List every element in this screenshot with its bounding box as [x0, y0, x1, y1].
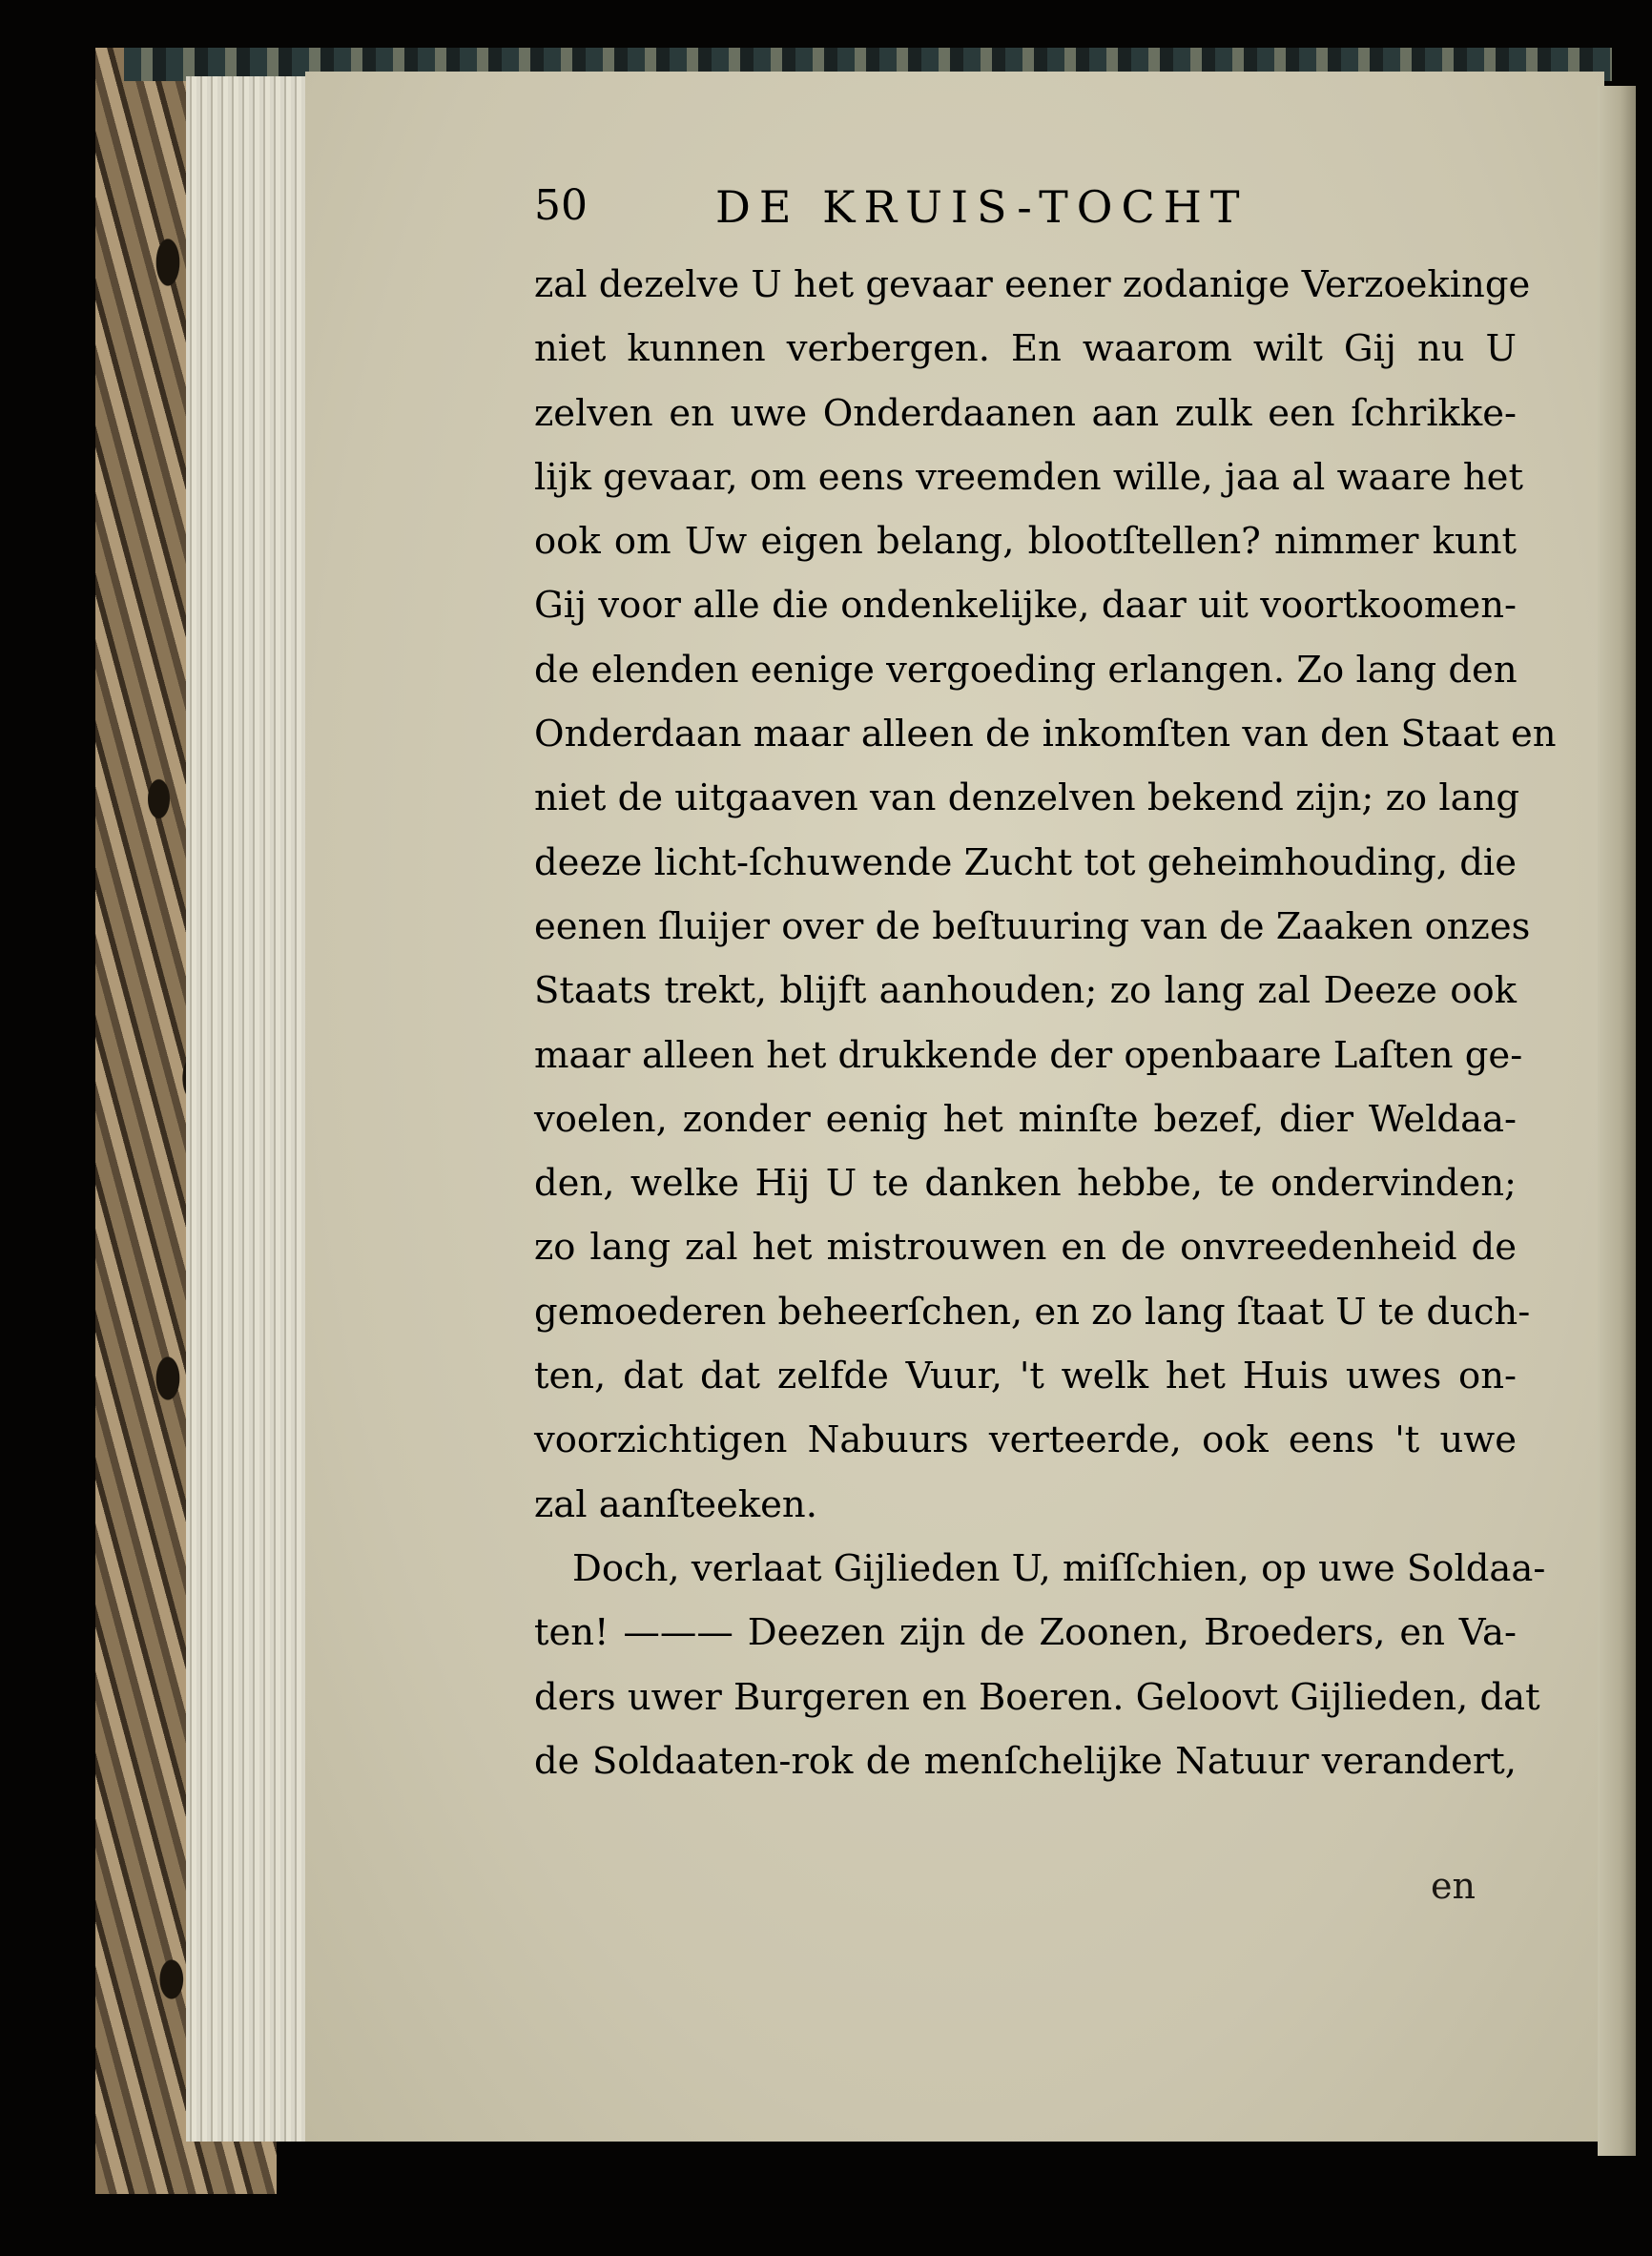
- text-line: voorzichtigen Nabuurs verteerde, ook eens 't uwe: [534, 1418, 1517, 1462]
- text-line: de elenden eenige vergoeding erlangen. Zo lang den: [534, 648, 1518, 692]
- body-text: [534, 253, 1557, 1793]
- text-line: Gij voor alle die ondenkelijke, daar uit voortkoomen-: [534, 584, 1517, 628]
- text-line: Doch, verlaat Gijlieden U, miſſchien, op uwe Soldaa-: [572, 1546, 1546, 1590]
- paragraph-end-line: zal aanſteeken.: [534, 1482, 817, 1526]
- text-line: niet kunnen verbergen. En waarom wilt Gij nu U: [534, 327, 1517, 371]
- text-line: zal dezelve U het gevaar eener zodanige Verzoekinge: [534, 263, 1531, 306]
- text-line: zo lang zal het mistrouwen en de onvreedenheid de: [534, 1226, 1517, 1270]
- text-line: voelen, zonder eenig het minſte bezef, dier Weldaa-: [534, 1097, 1517, 1141]
- text-line: ders uwer Burgeren en Boeren. Geloovt Gijlieden, dat: [534, 1675, 1540, 1719]
- text-line: Staats trekt, blijft aanhouden; zo lang zal Deeze ook: [534, 969, 1517, 1013]
- text-line: de Soldaaten-rok de menſchelijke Natuur verandert,: [534, 1739, 1517, 1783]
- text-line: zelven en uwe Onderdaanen aan zulk een ſchrikke-: [534, 391, 1517, 435]
- catchword: en: [1431, 1865, 1476, 1907]
- text-line: ook om Uw eigen belang, blootſtellen? nimmer kunt: [534, 520, 1517, 564]
- text-line: maar alleen het drukkende der openbaare Laſten ge-: [534, 1033, 1523, 1077]
- running-title: DE KRUIS-TOCHT: [715, 181, 1249, 233]
- text-line: ten! ——— Deezen zijn de Zoonen, Broeders, en Va-: [534, 1611, 1517, 1655]
- text-line: eenen ſluijer over de beſtuuring van de Zaaken onzes: [534, 904, 1531, 948]
- page-edges: [186, 76, 320, 2142]
- page-gutter-shadow: [1598, 86, 1636, 2156]
- text-line: den, welke Hij U te danken hebbe, te ondervinden;: [534, 1162, 1517, 1206]
- page-number: 50: [534, 181, 588, 230]
- text-line: Onderdaan maar alleen de inkomſten van den Staat en: [534, 713, 1557, 756]
- running-head: [534, 181, 1507, 238]
- text-line: lijk gevaar, om eens vreemden wille, jaa al waare het: [534, 455, 1523, 499]
- text-line: niet de uitgaaven van denzelven bekend zijn; zo lang: [534, 776, 1520, 820]
- text-line: gemoederen beheerſchen, en zo lang ſtaat U te duch-: [534, 1290, 1531, 1334]
- text-line: ten, dat dat zelfde Vuur, 't welk het Huis uwes on-: [534, 1355, 1517, 1398]
- text-line: deeze licht-ſchuwende Zucht tot geheimhouding, die: [534, 840, 1517, 884]
